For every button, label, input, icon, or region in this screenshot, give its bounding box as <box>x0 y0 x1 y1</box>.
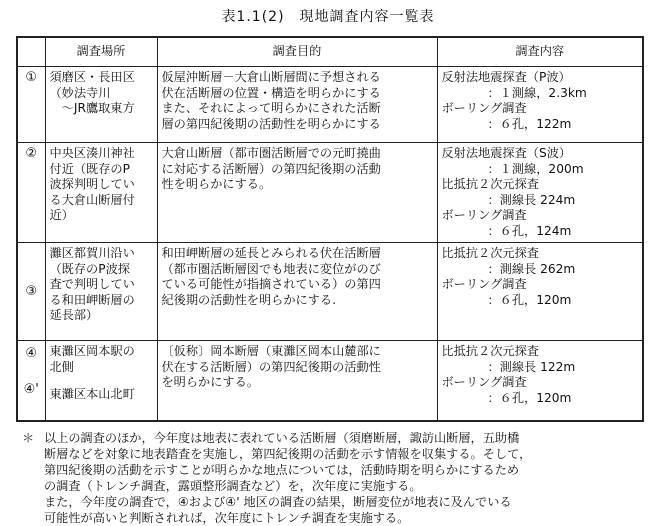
purpose-line: 伏在活断層の位置・構造を明らかにする <box>161 85 381 100</box>
purpose-line: 〔仮称〕岡本断層（東灘区岡本山麓部に <box>161 344 381 358</box>
footnote <box>22 430 644 526</box>
method-line: ボーリング調査 <box>441 277 527 291</box>
method-line: 反射法地震探査（P波） <box>441 70 571 84</box>
row-location <box>45 143 157 243</box>
row-number: ① <box>17 67 45 143</box>
row-location <box>45 341 157 421</box>
row-purpose <box>157 67 437 143</box>
location-line: 近） <box>49 208 74 222</box>
location-line: 東灘区岡本駅の <box>49 344 135 358</box>
table-title: 表1.1(2) 現地調査内容一覧表 <box>221 9 435 25</box>
footnote-line: また，今年度の調査で，④および④' 地区の調査の結果，断層変位が地表に及んでいる <box>44 495 512 509</box>
table-row <box>17 243 643 341</box>
method-detail: ：測線長 122m <box>487 359 576 374</box>
purpose-line: 仮屋沖断層－大倉山断層間に予想される <box>161 70 381 84</box>
footnote-line: 以上の調査のほか，今年度は地表に表れている活断層（須磨断層，諏訪山断層，五助橋 <box>44 431 520 445</box>
method-line: 比抵抗２次元探査 <box>441 344 539 358</box>
method-detail: ：６孔，124m <box>487 223 572 238</box>
location-line: 須磨区・長田区 <box>49 70 135 84</box>
table-row <box>17 341 643 421</box>
row-number: ③ <box>17 243 45 341</box>
location-line: 付近（既存のP <box>49 161 130 176</box>
row-location <box>45 243 157 341</box>
location-line: （既存のP波探 <box>49 261 130 276</box>
method-line: 比抵抗２次元探査 <box>441 177 539 191</box>
method-line: ボーリング調査 <box>441 375 527 389</box>
location-line: 波探判明してい <box>49 177 135 191</box>
method-detail: ：１測線，200m <box>487 161 584 176</box>
footnote-line: 断層などを対象に地表踏査を実施し，第四紀後期の活動を示す情報を収集する。そして， <box>44 447 532 461</box>
purpose-line: 層の第四紀後期の活動性を明らかにする <box>161 116 381 131</box>
location-line: 灘区都賀川沿い <box>49 246 135 260</box>
method-line: ボーリング調査 <box>441 101 527 115</box>
header-number <box>17 37 45 67</box>
method-line: 比抵抗２次元探査 <box>441 246 539 260</box>
row-method <box>437 341 643 421</box>
method-line: 反射法地震探査（S波） <box>441 146 572 160</box>
location-line: （妙法寺川 <box>49 85 111 100</box>
row-method <box>437 67 643 143</box>
method-detail: ：６孔，122m <box>487 116 572 131</box>
row-purpose <box>157 143 437 243</box>
location-line: る和田岬断層の <box>49 292 135 307</box>
purpose-line: （都市圏活断層図でも地表に変位がのび <box>161 261 381 276</box>
location-line: 中央区湊川神社 <box>49 146 135 160</box>
row-location <box>45 67 157 143</box>
footnote-line: 可能性が高いと判断されれば，次年度にトレンチ調査を実施する。 <box>44 511 410 525</box>
location-line: 査で判明してい <box>49 277 135 291</box>
table-row <box>17 143 643 243</box>
row-number <box>17 341 45 421</box>
method-detail: ：６孔，120m <box>487 292 572 307</box>
footnote-line: 第四紀後期の活動を示すことが明らかな地点については，活動時期を明らかにするため <box>44 463 520 477</box>
row-number-b: ④' <box>23 381 39 397</box>
header-purpose: 調査目的 <box>157 37 437 67</box>
location-line: 東灘区本山北町 <box>49 387 135 401</box>
row-method <box>437 243 643 341</box>
purpose-line: ている可能性が指摘されている）の第四 <box>161 277 381 291</box>
purpose-line: に対応する活断層）の第四紀後期の活動 <box>161 161 381 176</box>
survey-table <box>16 36 644 422</box>
row-method <box>437 143 643 243</box>
header-method: 調査内容 <box>437 37 643 67</box>
location-line: 延長部） <box>49 308 99 322</box>
purpose-line: 伏在する活断層）の第四紀後期の活動性 <box>161 359 381 374</box>
location-line: る大倉山断層付 <box>49 192 135 207</box>
row-purpose <box>157 341 437 421</box>
method-detail: ：１測線，2.3km <box>487 85 587 100</box>
row-number: ② <box>17 143 45 243</box>
footnote-mark: ＊ <box>22 431 35 445</box>
purpose-line: 大倉山断層（都市圏活断層での元町撓曲 <box>161 146 381 160</box>
location-line: 北側 <box>49 359 74 374</box>
method-line: ボーリング調査 <box>441 208 527 222</box>
footnote-line: の調査（トレンチ調査，露頭整形調査など）を，次年度に実施する。 <box>44 479 422 493</box>
header-location: 調査場所 <box>45 37 157 67</box>
purpose-line: を明らかにする。 <box>161 375 259 389</box>
method-detail: ：６孔，120m <box>487 390 572 405</box>
purpose-line: 紀後期の活動性を明らかにする. <box>161 292 336 307</box>
row-number-a: ④ <box>25 346 38 361</box>
method-detail: ：測線長 262m <box>487 261 576 276</box>
purpose-line: また、それによって明らかにされた活断 <box>161 101 381 115</box>
row-purpose <box>157 243 437 341</box>
table-header-row <box>17 37 643 67</box>
purpose-line: 性を明らかにする。 <box>161 177 272 191</box>
location-line: ～JR鷹取東方 <box>49 101 135 115</box>
method-detail: ：測線長 224m <box>487 192 576 207</box>
purpose-line: 和田岬断層の延長とみられる伏在活断層 <box>161 246 381 260</box>
table-row <box>17 67 643 143</box>
